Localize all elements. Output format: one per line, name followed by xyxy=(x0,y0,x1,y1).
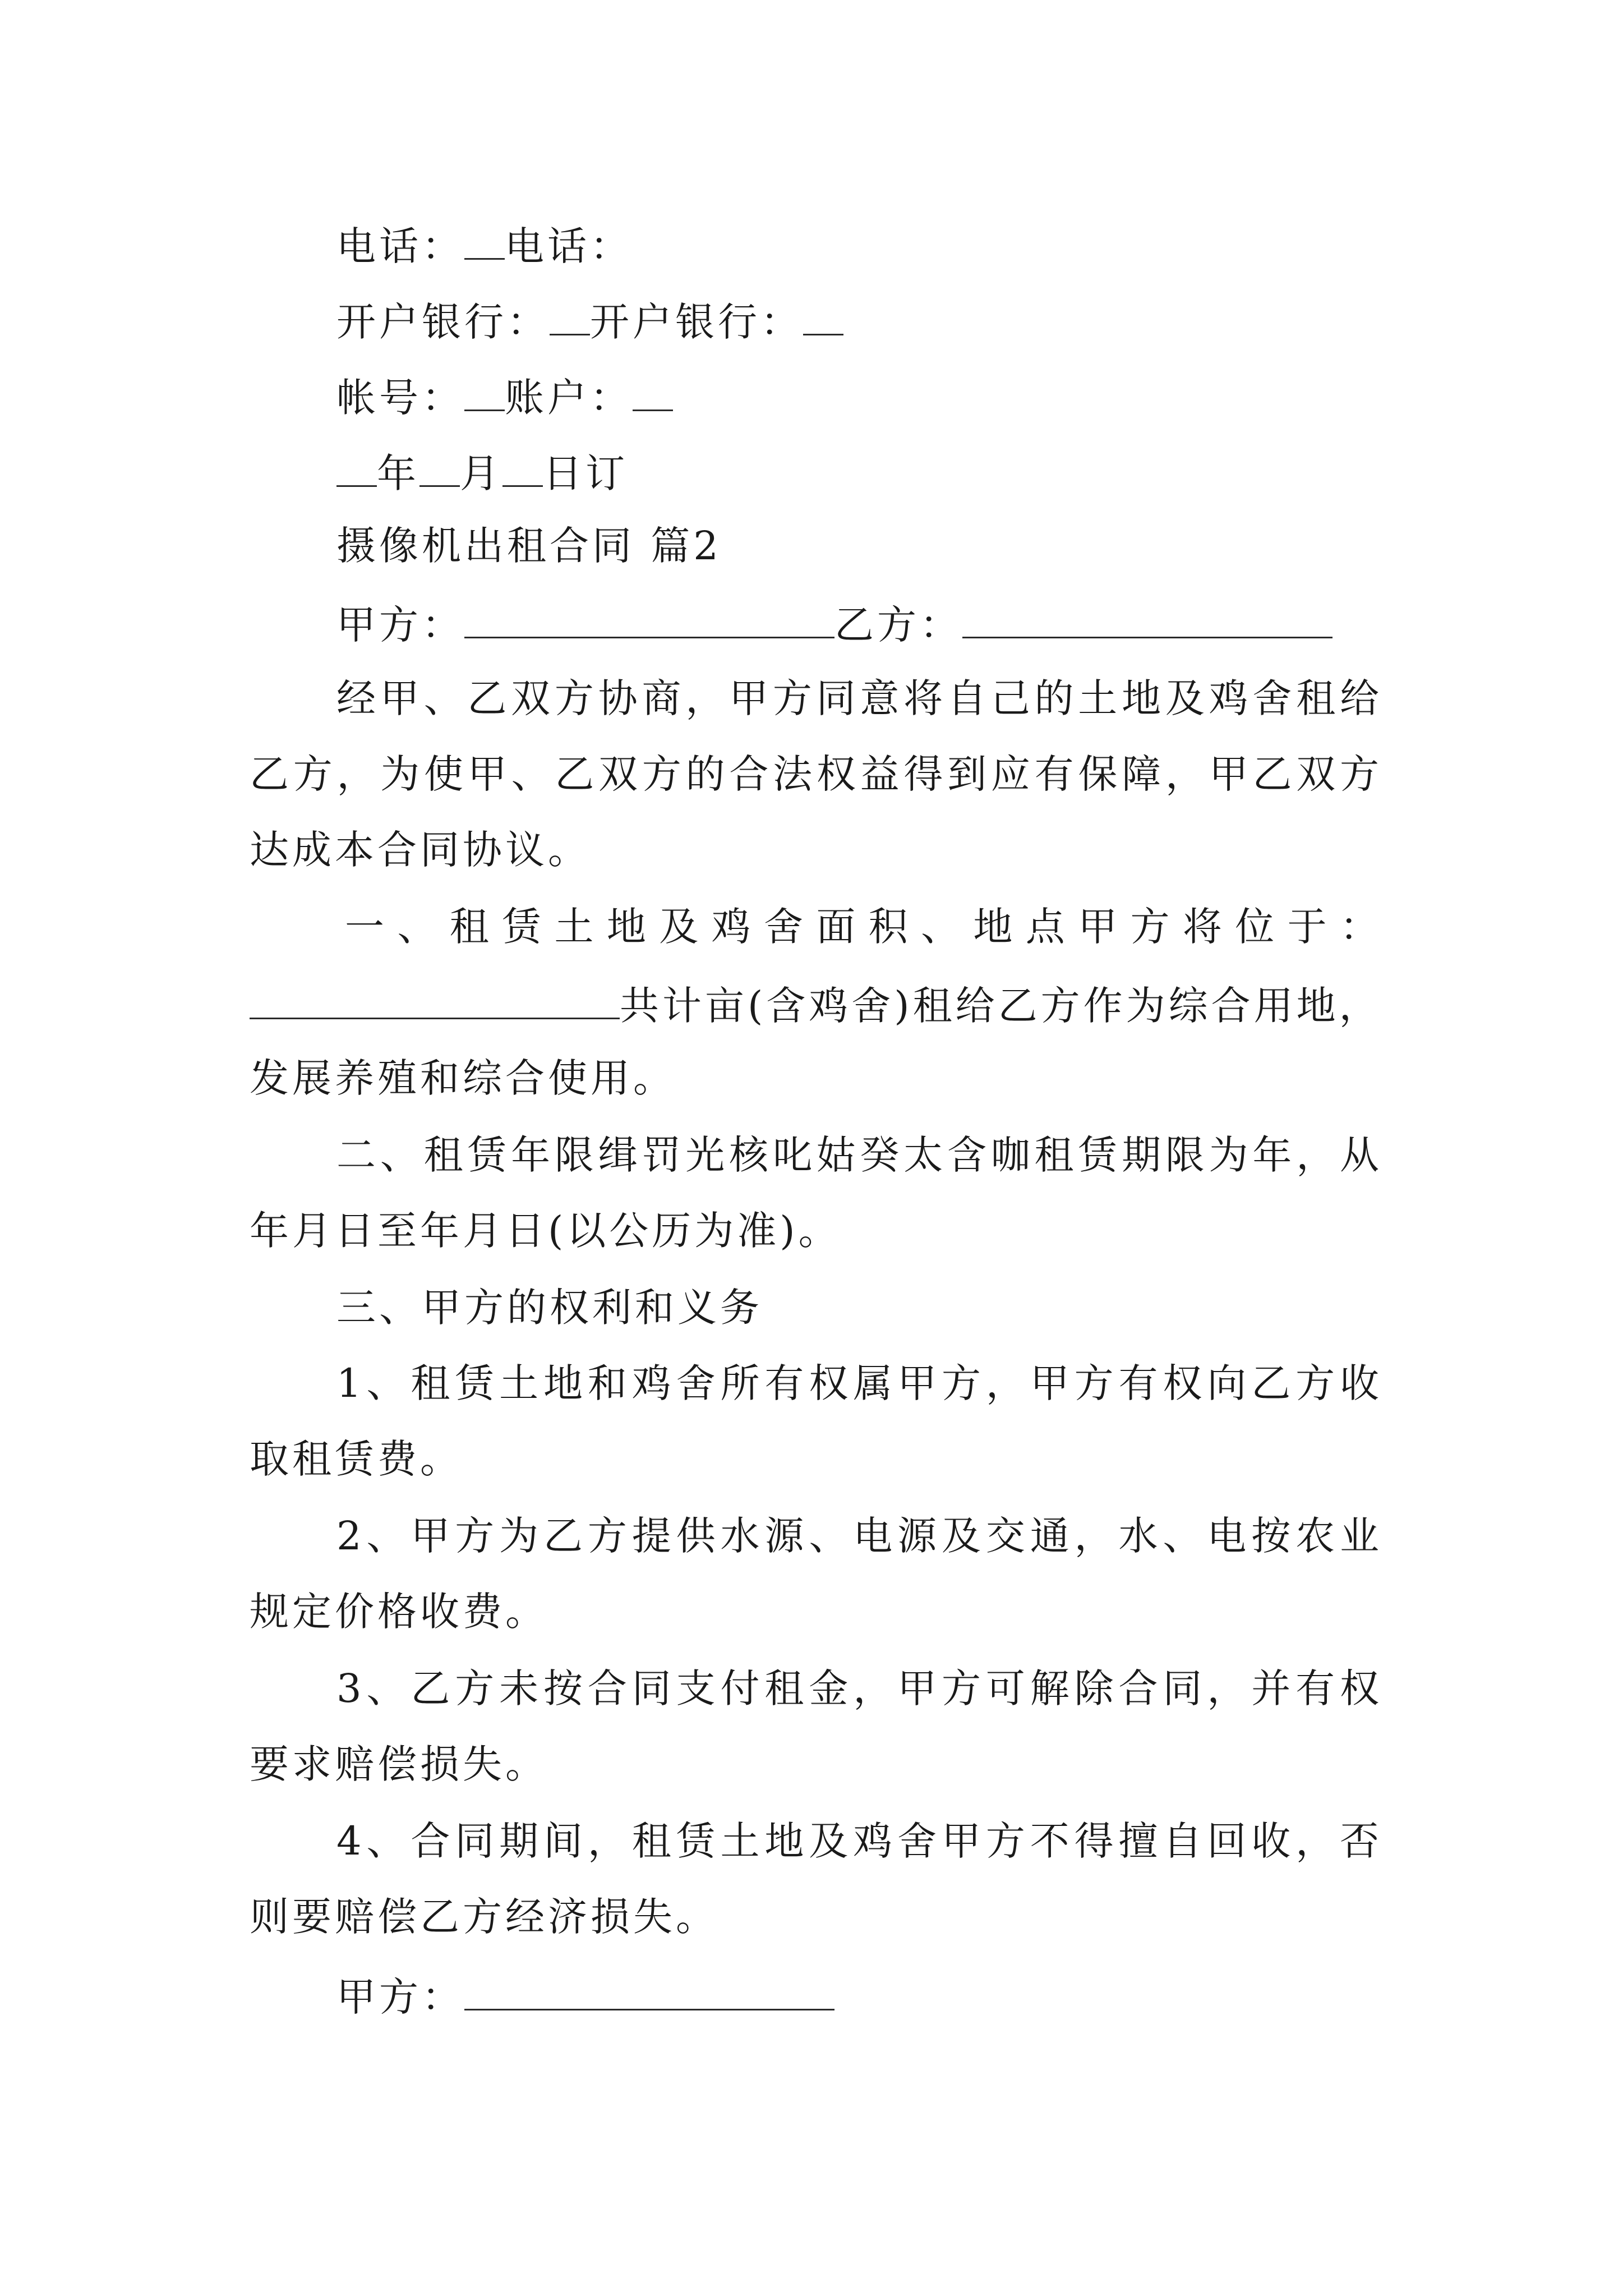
area-text: 共计亩(含鸡舍)租给乙方作为综合用地， xyxy=(620,983,1382,1029)
phone-blank-a xyxy=(464,223,505,260)
month-blank xyxy=(419,450,460,487)
bank-label-b: 开户银行： xyxy=(590,299,803,345)
day-blank xyxy=(502,450,543,487)
signature-line xyxy=(336,1974,834,2020)
year-label: 年 xyxy=(377,450,419,496)
paragraph-line: 发展养殖和综合使用。 xyxy=(250,1055,676,1101)
paragraph-line: 年月日至年月日(以公历为准)。 xyxy=(250,1208,841,1254)
paragraph-line: 规定价格收费。 xyxy=(250,1589,548,1635)
party-a-label: 甲方： xyxy=(336,602,464,648)
paragraph-line: 1、租赁土地和鸡舍所有权属甲方，甲方有权向乙方收 xyxy=(336,1360,1382,1406)
phone-label-a: 电话： xyxy=(336,223,464,269)
day-label: 日订 xyxy=(543,450,628,496)
paragraph-line: 三、甲方的权利和义务 xyxy=(336,1285,763,1331)
paragraph-line: 要求赔偿损失。 xyxy=(250,1741,548,1787)
paragraph-line: 乙方，为使甲、乙双方的合法权益得到应有保障，甲乙双方 xyxy=(250,751,1382,797)
account-blank-b xyxy=(633,375,673,411)
account-label-a: 帐号： xyxy=(336,375,464,421)
party-a-sign-label: 甲方： xyxy=(336,1974,464,2020)
account-line xyxy=(336,375,673,421)
paragraph-line: 达成本合同协议。 xyxy=(250,827,591,873)
date-line xyxy=(336,450,628,496)
party-b-label: 乙方： xyxy=(834,602,962,648)
paragraph-line: 二、租赁年限缉罚光核叱姑癸太含咖租赁期限为年，从 xyxy=(336,1132,1382,1178)
bank-label-a: 开户银行： xyxy=(336,299,550,345)
phone-line xyxy=(336,223,633,269)
paragraph-line: 3、乙方未按合同支付租金，甲方可解除合同，并有权 xyxy=(336,1665,1382,1711)
account-label-b: 账户： xyxy=(505,375,633,421)
party-b-blank xyxy=(962,602,1332,638)
bank-blank-a xyxy=(550,299,590,335)
section-title: 摄像机出租合同 篇2 xyxy=(336,523,722,569)
account-blank-a xyxy=(464,375,505,411)
location-blank xyxy=(250,983,620,1019)
paragraph-line xyxy=(250,983,1399,1029)
paragraph-line: 取租赁费。 xyxy=(250,1436,463,1482)
party-a-sign-blank xyxy=(464,1974,834,2010)
paragraph-line: 4、合同期间，租赁土地及鸡舍甲方不得擅自回收，否 xyxy=(336,1818,1382,1864)
phone-label-b: 电话： xyxy=(505,223,633,269)
party-a-blank xyxy=(464,602,834,638)
bank-line xyxy=(336,299,843,345)
paragraph-line: 经甲、乙双方协商，甲方同意将自己的土地及鸡舍租给 xyxy=(336,675,1382,721)
paragraph-line: 2、甲方为乙方提供水源、电源及交通，水、电按农业 xyxy=(336,1513,1382,1559)
year-blank xyxy=(336,450,377,487)
month-label: 月 xyxy=(460,450,502,496)
bank-blank-b xyxy=(803,299,843,335)
paragraph-line: 则要赔偿乙方经济损失。 xyxy=(250,1894,718,1940)
parties-line xyxy=(336,602,1332,648)
paragraph-line: 一、租赁土地及鸡舍面积、地点甲方将位于： xyxy=(345,904,1382,950)
